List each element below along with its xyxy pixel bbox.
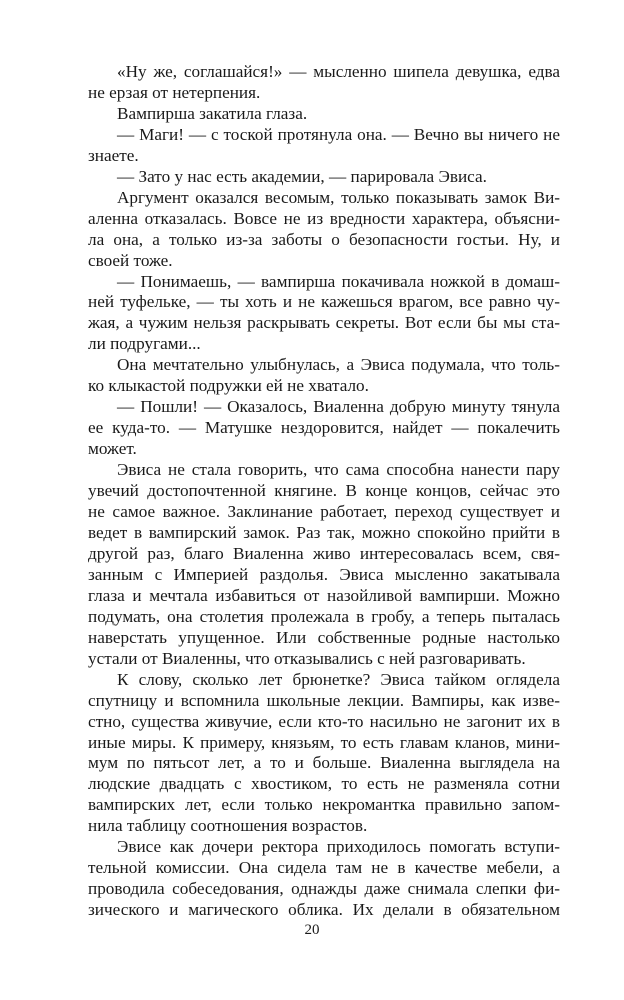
text-line: не ерзая от нетерпения. <box>88 82 261 102</box>
text-line: Эвисе как дочери ректора приходилось помогать вступи- <box>117 837 560 857</box>
text-line: своей тоже. <box>88 250 173 270</box>
text-line: «Ну же, соглашайся!» — мысленно шипела девушка, едва <box>117 62 560 81</box>
text-line: нила таблицу соотношения возрастов. <box>88 816 368 836</box>
text-line: жая, а чужим нельзя раскрывать секреты. Вот если бы мы ста- <box>88 313 560 333</box>
text-line: людские двадцать с хвостиком, то есть не разменяла сотни <box>88 774 560 794</box>
text-line: Эвиса не стала говорить, что сама способна нанести пару <box>117 460 560 480</box>
text-line: стно, существа живучие, если кто-то насильно не загонит их в <box>88 711 560 731</box>
page-number: 20 <box>304 922 320 938</box>
text-line: ее куда-то. — Матушке нездоровится, найдет — покалечить <box>88 418 560 438</box>
text-line: наверстать упущенное. Или собственные родные настолько <box>88 627 560 647</box>
text-line: спутницу и вспомнила школьные лекции. Вампиры, как изве- <box>88 690 560 710</box>
text-line: — Маги! — с тоской протянула она. — Вечно вы ничего не <box>117 124 560 144</box>
text-line: — Понимаешь, — вампирша покачивала ножкой в домаш- <box>117 271 560 291</box>
text-line: проводила собеседования, однажды даже снимала слепки фи- <box>88 879 560 899</box>
body-text <box>88 62 560 921</box>
text-line: тельной комиссии. Она сидела там не в качестве мебели, а <box>88 858 560 878</box>
text-line: вампирских лет, если только некромантка правильно запом- <box>88 795 560 815</box>
text-line: аленна отказалась. Вовсе не из вредности характера, объясни- <box>88 208 560 228</box>
text-line: К слову, сколько лет брюнетке? Эвиса тайком оглядела <box>117 669 560 689</box>
text-line: мум по пятьсот лет, а то и больше. Виаленна выглядела на <box>88 753 560 773</box>
text-line: Аргумент оказался весомым, только показывать замок Ви- <box>117 187 560 207</box>
text-line: другой раз, благо Виаленна живо интересовалась всем, свя- <box>88 543 560 563</box>
text-line: увечий достопочтенной княгине. В конце концов, сейчас это <box>88 481 560 501</box>
text-line: ла она, а только из-за заботы о безопасности гостьи. Ну, и <box>88 229 560 249</box>
text-line: не самое важное. Заклинание работает, переход существует и <box>88 502 560 522</box>
text-line: зического и магического облика. Их делали в обязательном <box>88 900 560 920</box>
text-line: — Пошли! — Оказалось, Виаленна добрую минуту тянула <box>117 397 560 417</box>
text-line: может. <box>88 439 137 459</box>
text-line: знаете. <box>88 145 139 165</box>
text-line: устали от Виаленны, что отказывались с ней разговаривать. <box>88 648 526 668</box>
text-line: занным с Империей раздолья. Эвиса мысленно закатывала <box>88 564 560 584</box>
text-line: ли подругами... <box>88 334 201 354</box>
text-line: ведет в вампирский замок. Раз так, можно спокойно прийти в <box>88 522 560 542</box>
text-line: иные миры. К примеру, князьям, то есть главам кланов, мини- <box>88 732 560 752</box>
text-line: подумать, она столетия пролежала в гробу, а теперь пыталась <box>88 606 560 626</box>
text-line: ко клыкастой подружки ей не хватало. <box>88 376 369 396</box>
text-line: — Зато у нас есть академии, — парировала Эвиса. <box>117 166 487 186</box>
text-line: Она мечтательно улыбнулась, а Эвиса подумала, что толь- <box>117 355 560 375</box>
text-line: Вампирша закатила глаза. <box>117 103 308 123</box>
text-line: ней туфельке, — ты хоть и не кажешься врагом, все равно чу- <box>88 292 560 312</box>
text-line: глаза и мечтала избавиться от назойливой вампирши. Можно <box>88 585 560 605</box>
